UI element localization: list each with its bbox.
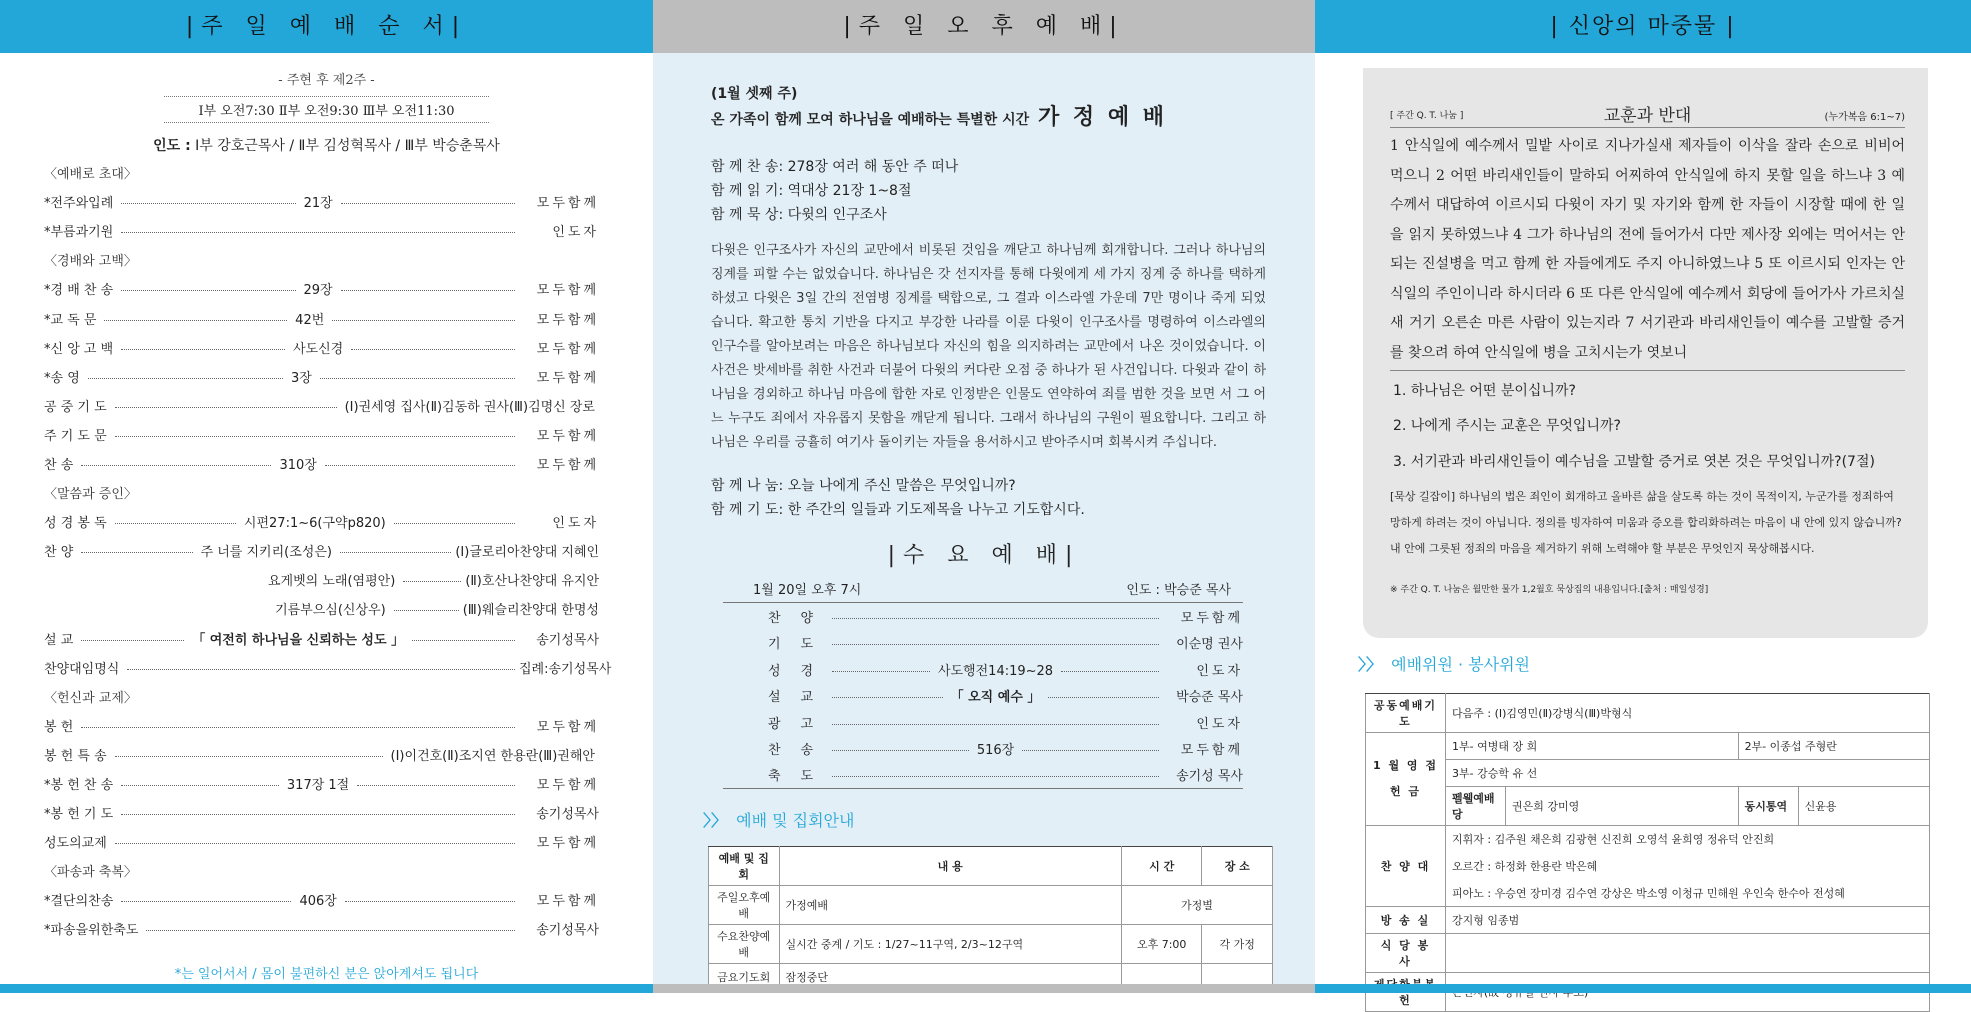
- order-item-name: 찬양대임명식: [44, 661, 120, 677]
- qt-question: 3. 서기관과 바리새인들이 예수님을 고발할 증거로 엿본 것은 무엇입니까?(7절): [1393, 454, 1875, 470]
- order-item-name: 봉 헌: [44, 719, 74, 735]
- order-row: [44, 914, 599, 943]
- wednesday-row: [723, 762, 1243, 789]
- duty-sublabel: 펠웰예배당: [1446, 787, 1506, 826]
- worship-order-header: |주 일 예 배 순 서|: [0, 0, 653, 53]
- dot-leader: [320, 378, 515, 379]
- duty-value: 1부- 여병태 장 희: [1446, 733, 1739, 760]
- order-section-heading: [44, 158, 599, 187]
- dot-leader: [1022, 750, 1159, 751]
- qt-question: 1. 하나님은 어떤 분이십니까?: [1393, 383, 1576, 399]
- order-row: [44, 565, 599, 594]
- dot-leader: [341, 290, 515, 291]
- share-and-pray: [711, 474, 1271, 522]
- qt-meditation-guide: [묵상 길잡이] 하나님의 법은 죄인이 회개하고 올바른 삶을 살도록 하는 것이 목적이지, 누군가를 정죄하여 망하게 하려는 것이 아닙니다. 정의를 빙자하여 미움과 증오를 합리화하려는 마음이 내 안에 있지 않습니까? 내 안에 그릇된 정죄의 마음을 제거하기 위해 노력해야 할 부분은 무엇인지 묵상해봅시다.: [1390, 490, 1902, 555]
- order-item-detail: (Ⅰ)권세영 집사(Ⅱ)김동하 권사(Ⅲ)김명신 장로: [341, 396, 599, 415]
- dot-leader: [832, 776, 1159, 777]
- order-row: [44, 740, 599, 769]
- duty-table: [1365, 693, 1930, 1012]
- order-item-detail: 「 여전히 하나님을 신뢰하는 성도 」: [188, 629, 408, 648]
- order-row: [44, 187, 599, 216]
- dot-leader: [115, 523, 236, 524]
- wednesday-item-name: 찬송: [768, 743, 834, 759]
- dot-leader: [1048, 697, 1159, 698]
- order-item-detail: 42번: [291, 309, 328, 328]
- qt-tag: [ 주간 Q. T. 나눔 ]: [1390, 111, 1464, 121]
- duty-sublabel: 동시통역: [1738, 787, 1798, 826]
- dot-leader: [341, 203, 515, 204]
- order-item-leader: (Ⅱ)호산나찬양대 유지안: [465, 574, 600, 590]
- family-worship-title: [711, 100, 1271, 131]
- order-row: [44, 507, 599, 536]
- order-item-name: *봉 헌 찬 송: [44, 778, 114, 794]
- dot-leader: [832, 671, 930, 672]
- info-line: 함 께 읽 기: 역대상 21장 1~8절: [711, 183, 912, 199]
- dot-leader: [357, 785, 515, 786]
- meeting-name: 수요찬양예배: [709, 925, 780, 964]
- order-item-name: 〈파송과 축복〉: [44, 865, 137, 881]
- dot-leader: [345, 901, 515, 902]
- meeting-name: 주일오후예배: [709, 886, 780, 925]
- order-item-name: 찬 양: [44, 545, 74, 561]
- wednesday-row: [723, 683, 1243, 710]
- qt-head: [1390, 98, 1905, 128]
- duty-label: 방 송 실: [1366, 907, 1446, 934]
- duty-label: 공동예배기도: [1366, 694, 1446, 733]
- table-row: [709, 925, 1273, 964]
- dot-leader: [121, 901, 291, 902]
- dot-leader: [115, 756, 383, 757]
- wednesday-item-name: 찬양: [768, 610, 834, 626]
- order-row: [44, 885, 599, 914]
- dot-leader: [127, 669, 515, 670]
- wednesday-item-leader: 박승준 목사: [1176, 690, 1243, 706]
- order-item-name: *신 앙 고 백: [44, 341, 114, 357]
- dot-leader: [81, 465, 271, 466]
- order-item-leader: 모두함께: [536, 370, 599, 386]
- dot-leader: [832, 697, 943, 698]
- wednesday-item-name: 축도: [768, 769, 834, 785]
- order-row: [44, 827, 599, 856]
- meeting-place: 가정별: [1121, 886, 1272, 925]
- service-leaders: [0, 135, 653, 155]
- order-list: [44, 158, 612, 944]
- order-item-detail: 기름부으심(신상우): [271, 599, 390, 618]
- table-row: [1366, 787, 1930, 826]
- dot-leader: [115, 407, 337, 408]
- week-label: (1월 셋째 주): [711, 86, 798, 102]
- meeting-content: 실시간 중계 / 기도 : 1/27~11구역, 2/3~12구역: [779, 925, 1121, 964]
- order-item-leader: 모두함께: [536, 428, 599, 444]
- leaders-label: 인도 :: [153, 138, 191, 154]
- table-row: [709, 886, 1273, 925]
- order-item-detail: (Ⅰ)이건호(Ⅱ)조지연 한용란(Ⅲ)권해안: [387, 745, 599, 764]
- dot-leader: [832, 618, 1159, 619]
- order-item-name: *경 배 찬 송: [44, 283, 114, 299]
- order-row: [44, 420, 599, 449]
- order-item-name: 성도의교제: [44, 836, 107, 852]
- duty-title: 예배위원 · 봉사위원: [1391, 655, 1531, 674]
- dot-leader: [115, 436, 515, 437]
- dot-leader: [1061, 671, 1159, 672]
- wednesday-item-leader: 송기성 목사: [1176, 769, 1243, 785]
- order-item-detail: 406장: [295, 890, 340, 909]
- dot-leader: [121, 232, 515, 233]
- dot-leader: [403, 581, 461, 582]
- dot-leader: [81, 640, 184, 641]
- dot-leader: [340, 552, 451, 553]
- wednesday-item-name: 성경: [768, 663, 834, 679]
- info-line: 함 께 묵 상: 다윗의 인구조사: [711, 207, 887, 223]
- duty-label: 1 월 영 접 헌 금: [1366, 733, 1446, 826]
- dot-leader: [394, 610, 459, 611]
- order-item-leader: 모두함께: [536, 196, 599, 212]
- worship-order-panel: [0, 0, 653, 993]
- table-row: [1366, 880, 1930, 907]
- qt-scripture: 1 안식일에 예수께서 밀밭 사이로 지나가실새 제자들이 이삭을 잘라 손으로 비비어 먹으니 2 어떤 바리새인들이 말하되 어찌하여 안식일에 하지 못할 일을 하느냐 3 예수께서 대답하여 이르시되 다윗이 자기 및 자기와 함께 한 자들이 시장할 때에 한 일을 읽지 못하였느냐 4 그가 하나님의 전에 들어가서 다만 제사장 외에는 먹어서는 안 되는 진설병을 먹고 함께 한 자들에게도 주지 아니하였느냐 5 또 이르시되 인자는 안식일의 주인이니라 하시더라 6 또 다른 안식일에 예수께서 회당에 들어가사 가르치실새 거기 오른손 마른 사람이 있는지라 7 서기관과 바리새인들이 예수를 고발할 증거를 찾으려 하여 안식일에 병을 고치시는가 엿보니: [1390, 132, 1905, 371]
- table-row: [1366, 694, 1930, 733]
- col-header: 장 소: [1202, 847, 1273, 886]
- dot-leader: [115, 843, 515, 844]
- duty-value: 피아노 : 우승연 장미경 김수연 강상은 박소영 이청규 민해원 우인숙 한수아 전성혜: [1446, 880, 1930, 907]
- wednesday-item-name: 기도: [768, 637, 834, 653]
- wednesday-item-leader: 인도자: [1196, 663, 1244, 679]
- duty-value: 강지형 임종범: [1446, 907, 1930, 934]
- duty-value: [1446, 934, 1930, 973]
- wednesday-item-detail: 사도행전14:19~28: [937, 663, 1054, 679]
- order-item-leader: 송기성목사: [536, 632, 600, 648]
- order-item-detail: 3장: [287, 367, 316, 386]
- duty-value: 다음주 : (Ⅰ)김영민(Ⅱ)강병식(Ⅲ)박형식: [1446, 694, 1930, 733]
- dot-leader: [81, 552, 192, 553]
- afternoon-worship-header: |주 일 오 후 예 배|: [653, 0, 1315, 53]
- order-item-name: 〈말씀과 증인〉: [44, 487, 137, 503]
- col-header: 내 용: [779, 847, 1121, 886]
- order-item-leader: 모두함께: [536, 778, 600, 794]
- order-item-leader: 인도자: [552, 516, 600, 532]
- wednesday-row: [723, 709, 1243, 736]
- meetings-table: [708, 846, 1273, 991]
- wednesday-row: [723, 656, 1243, 683]
- wednesday-item-name: 설교: [768, 690, 834, 706]
- faith-panel: [1315, 0, 1971, 1007]
- order-section-heading: [44, 478, 599, 507]
- order-item-name: *파송을위한축도: [44, 923, 139, 939]
- qt-reference: (누가복음 6:1~7): [1824, 112, 1905, 123]
- bottom-bar: [1315, 984, 1971, 993]
- dot-leader: [394, 523, 515, 524]
- qt-question: 2. 나에게 주시는 교훈은 무엇입니까?: [1393, 418, 1621, 434]
- order-item-leader: (Ⅰ)글로리아찬양대 지혜인: [455, 545, 600, 561]
- bottom-bar: [653, 984, 1315, 993]
- meeting-content: 가정예배: [779, 886, 1121, 925]
- dot-leader: [81, 727, 515, 728]
- duty-section-title: [1358, 652, 1530, 675]
- wednesday-item-detail: 「 오직 예수 」: [950, 690, 1041, 706]
- order-row: [44, 391, 599, 420]
- order-item-detail: 21장: [300, 192, 337, 211]
- order-item-detail: 시편27:1~6(구약p820): [240, 512, 390, 531]
- order-row: [44, 274, 599, 303]
- dot-leader: [121, 814, 515, 815]
- order-item-leader: (Ⅲ)웨슬리찬양대 한명성: [462, 603, 599, 619]
- order-item-name: *송 영: [44, 370, 80, 386]
- double-chevron-icon: 〉〉: [703, 811, 728, 830]
- order-item-leader: 모두함께: [536, 836, 599, 852]
- duty-value: 3부- 강승학 유 선: [1446, 760, 1930, 787]
- order-row: [44, 711, 599, 740]
- order-item-leader: 집례:송기성목사: [519, 661, 612, 677]
- dot-leader: [104, 320, 287, 321]
- order-item-name: 공 중 기 도: [44, 399, 107, 415]
- order-row: [44, 362, 599, 391]
- duty-value: 2부- 이종섭 주형란: [1738, 733, 1929, 760]
- table-row: [1366, 853, 1930, 880]
- wednesday-item-leader: 인도자: [1196, 716, 1243, 732]
- qt-box: [1363, 68, 1928, 638]
- dot-leader: [88, 378, 283, 379]
- duty-value: 권은희 강미영: [1506, 787, 1739, 826]
- duty-label: 헌: [1366, 973, 1446, 1012]
- table-row: [1366, 934, 1930, 973]
- order-item-name: 찬 송: [44, 457, 74, 473]
- order-item-name: *전주와입례: [44, 196, 114, 212]
- dot-leader: [121, 290, 295, 291]
- order-row: [44, 216, 599, 245]
- leaders-names: Ⅰ부 강호근목사 / Ⅱ부 김성혁목사 / Ⅲ부 박승춘목사: [195, 138, 500, 154]
- meeting-name: 금요기도회: [709, 964, 780, 991]
- wednesday-item-leader: 모두함께: [1180, 743, 1243, 759]
- dot-leader: [146, 930, 515, 931]
- wednesday-row: [723, 630, 1243, 657]
- order-item-detail: 29장: [300, 279, 337, 298]
- order-item-leader: 모두함께: [536, 719, 599, 735]
- order-row: [44, 536, 599, 565]
- afternoon-worship-panel: [653, 0, 1315, 993]
- table-row: [1366, 826, 1930, 853]
- order-item-leader: 송기성목사: [536, 923, 599, 939]
- order-item-name: 〈예배로 초대〉: [44, 167, 137, 183]
- duty-value: 지휘자 : 김주원 채은희 김광현 신진희 오영석 윤희영 정유덕 안진희: [1446, 826, 1930, 853]
- bottom-bar: [0, 984, 653, 993]
- order-item-name: *부름과기원: [44, 225, 114, 241]
- order-item-detail: 사도신경: [289, 338, 347, 357]
- double-chevron-icon: 〉〉: [1358, 655, 1383, 674]
- service-times: Ⅰ부 오전7:30 Ⅱ부 오전9:30 Ⅲ부 오전11:30: [164, 96, 489, 123]
- wednesday-rows: [723, 603, 1243, 789]
- standing-note: *는 일어서서 / 몸이 불편하신 분은 앉아계셔도 됩니다: [174, 967, 479, 982]
- order-item-leader: 모두함께: [536, 283, 599, 299]
- dot-leader: [832, 644, 1159, 645]
- wednesday-item-name: 광고: [768, 716, 834, 732]
- qt-title: 교훈과 반대: [1603, 106, 1692, 126]
- order-item-detail: 310장: [275, 454, 320, 473]
- dot-leader: [121, 785, 279, 786]
- qt-source-note: ※ 주간 Q. T. 나눔은 월만한 물가 1,2월호 묵상집의 내용입니다.[출처 : 매일성경]: [1390, 585, 1709, 595]
- order-row: [44, 303, 599, 332]
- table-row: [1366, 907, 1930, 934]
- order-item-name: 성 경 봉 독: [44, 516, 107, 532]
- meetings-title: 예배 및 집회안내: [736, 811, 855, 830]
- share-line: 함 께 나 눔: 오늘 나에게 주신 말씀은 무엇입니까?: [711, 478, 1016, 494]
- wednesday-order: [723, 575, 1243, 789]
- order-section-heading: [44, 682, 599, 711]
- meetings-section-title: [703, 808, 854, 831]
- order-row: [44, 769, 599, 798]
- order-row: [44, 653, 612, 682]
- title-prefix: 온 가족이 함께 모여 하나님을 예배하는 특별한 시간: [711, 112, 1030, 128]
- order-item-detail: 주 너를 지키리(조성은): [197, 541, 336, 560]
- meeting-place: 각 가정: [1202, 925, 1273, 964]
- dot-leader: [325, 465, 515, 466]
- order-item-name: *결단의찬송: [44, 894, 114, 910]
- dot-leader: [332, 320, 515, 321]
- meeting-time: 오후 7:00: [1121, 925, 1202, 964]
- order-item-detail: 요게벳의 노래(염평안): [264, 570, 399, 589]
- dot-leader: [832, 750, 969, 751]
- order-section-heading: [44, 856, 599, 885]
- wednesday-row: [723, 603, 1243, 630]
- meditation-body: 다윗은 인구조사가 자신의 교만에서 비롯된 것임을 깨닫고 하나님께 회개합니다. 그러나 하나님의 징계를 피할 수는 없었습니다. 하나님은 갓 선지자를 통해 다윗에게 세 가지 징계 중 하나를 택하게 하셨고 다윗은 3일 간의 전염병 징계를 택합으로, 그 결과 이스라엘 가운데 7만 명이나 죽게 되었습니다. 확고한 통치 기반을 다지고 부강한 나라를 이룬 다윗이 인구조사를 명령하여 이스라엘의 인구수를 알아보려는 마음은 하나님보다 자신의 힘을 의지하려는 교만에서 나온 것이었습니다. 이 사건은 밧세바를 취한 사건과 더불어 다윗의 커다란 오점 중 하나가 된 사건입니다. 다윗과 같이 하나님을 경외하고 하나님 마음에 합한 자로 인정받은 인물도 연약하여 죄를 범한 것을 보면 서 그 어느 누구도 죄에서 자유롭지 못함을 깨닫게 됩니다. 그래서 하나님의 구원이 필요합니다. 그리고 하나님은 우리를 긍휼히 여기사 돌이키는 자들을 용서하시고 받아주시며 회복시켜 주십니다.: [711, 243, 1266, 450]
- order-item-leader: 모두함께: [536, 312, 599, 328]
- col-header: 예배 및 집회: [709, 847, 780, 886]
- family-worship-info: [711, 155, 1271, 227]
- duty-value: 오르간 : 하정화 한용란 박은혜: [1446, 853, 1930, 880]
- pray-line: 함 께 기 도: 한 주간의 일들과 기도제목을 나누고 기도합시다.: [711, 502, 1085, 518]
- wednesday-item-leader: 모두함께: [1180, 610, 1243, 626]
- order-item-name: *봉 헌 기 도: [44, 807, 114, 823]
- table-row: [1366, 760, 1930, 787]
- wednesday-order-head: [723, 575, 1243, 603]
- order-row: [44, 594, 599, 623]
- order-item-name: 봉 헌 특 송: [44, 748, 107, 764]
- order-item-leader: 모두함께: [536, 341, 599, 357]
- order-item-leader: 모두함께: [536, 457, 599, 473]
- table-row: [1366, 733, 1930, 760]
- wednesday-date: 1월 20일 오후 7시: [753, 583, 862, 598]
- dot-leader: [121, 203, 295, 204]
- order-item-name: *교 독 문: [44, 312, 97, 328]
- liturgical-week: - 주현 후 제2주 -: [278, 73, 375, 88]
- wednesday-item-leader: 이순명 권사: [1176, 637, 1243, 653]
- col-header: 시 간: [1121, 847, 1202, 886]
- order-item-name: 주 기 도 문: [44, 428, 107, 444]
- info-line: 함 께 찬 송: 278장 여러 해 동안 주 떠나: [711, 159, 959, 175]
- title-big: 가 정 예 배: [1038, 105, 1167, 130]
- order-item-leader: 모두함께: [536, 894, 600, 910]
- order-item-detail: 317장 1절: [283, 774, 353, 793]
- order-section-heading: [44, 245, 599, 274]
- duty-label: 찬 양 대: [1366, 826, 1446, 907]
- duty-label: 식 당 봉 사: [1366, 934, 1446, 973]
- order-row: [44, 798, 599, 827]
- duty-value: 신윤용: [1798, 787, 1929, 826]
- meeting-content: 잠정중단: [779, 964, 1121, 991]
- order-item-name: 〈헌신과 교제〉: [44, 690, 137, 706]
- wednesday-item-detail: 516장: [976, 743, 1015, 759]
- order-item-name: 〈경배와 고백〉: [44, 254, 137, 270]
- dot-leader: [412, 640, 515, 641]
- dot-leader: [351, 349, 515, 350]
- wednesday-leader: 인도 : 박승준 목사: [1126, 583, 1231, 598]
- dot-leader: [832, 724, 1159, 725]
- order-item-name: 설 교: [44, 632, 74, 648]
- wednesday-row: [723, 736, 1243, 763]
- dot-leader: [121, 349, 285, 350]
- order-row: [44, 624, 599, 653]
- faith-header: | 신앙의 마중물 |: [1315, 0, 1971, 53]
- order-row: [44, 449, 599, 478]
- wednesday-worship-header: |수 요 예 배|: [887, 543, 1081, 568]
- order-item-leader: 인도자: [552, 225, 599, 241]
- order-item-leader: 송기성목사: [536, 807, 599, 823]
- order-row: [44, 333, 599, 362]
